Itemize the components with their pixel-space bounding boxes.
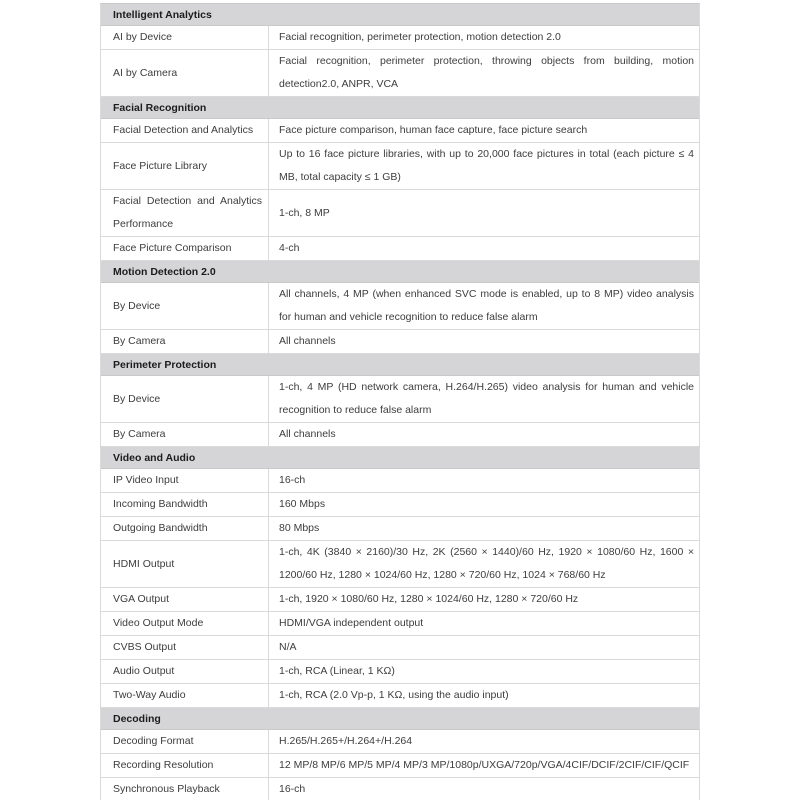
spec-row (101, 612, 699, 636)
spec-value: HDMI/VGA independent output (279, 617, 424, 629)
spec-label: Facial Detection and Analytics Performance (113, 195, 262, 230)
spec-value: 160 Mbps (279, 498, 326, 510)
spec-label-cell (101, 143, 269, 189)
spec-label-cell (101, 778, 269, 800)
spec-row (101, 684, 699, 708)
spec-value-cell (269, 119, 699, 142)
spec-label-cell (101, 283, 269, 329)
spec-value: Facial recognition, perimeter protection, throwing objects from building, motion detection2.0, ANPR, VCA (279, 55, 694, 90)
spec-value-cell (269, 469, 699, 492)
spec-value-cell (269, 517, 699, 540)
spec-label-cell (101, 636, 269, 659)
spec-label: Face Picture Comparison (113, 242, 232, 254)
spec-label: By Device (113, 299, 161, 312)
spec-label: By Camera (113, 428, 166, 440)
spec-row (101, 423, 699, 447)
spec-value: 80 Mbps (279, 522, 320, 534)
spec-label: IP Video Input (113, 474, 179, 486)
spec-value: 1-ch, RCA (Linear, 1 KΩ) (279, 665, 395, 677)
spec-value: 1-ch, 4 MP (HD network camera, H.264/H.265) video analysis for human and vehicle recognition to reduce false alarm (279, 381, 694, 416)
spec-value: 4-ch (279, 242, 300, 254)
spec-value-cell (269, 754, 699, 777)
spec-label: VGA Output (113, 593, 170, 605)
spec-row (101, 660, 699, 684)
spec-label: AI by Camera (113, 66, 178, 79)
spec-row (101, 26, 699, 50)
spec-value-cell (269, 143, 699, 189)
spec-value-cell (269, 660, 699, 683)
section-header-row (101, 354, 699, 376)
section-title: Motion Detection 2.0 (113, 265, 216, 278)
spec-label: Synchronous Playback (113, 783, 220, 795)
spec-row (101, 376, 699, 423)
spec-label: Video Output Mode (113, 617, 204, 629)
spec-value: H.265/H.265+/H.264+/H.264 (279, 735, 413, 747)
spec-label: Facial Detection and Analytics (113, 124, 254, 136)
spec-label-cell (101, 588, 269, 611)
spec-label: Face Picture Library (113, 159, 207, 172)
spec-label: By Device (113, 392, 161, 405)
spec-label-cell (101, 469, 269, 492)
spec-label: Audio Output (113, 665, 175, 677)
spec-row (101, 754, 699, 778)
spec-value-cell (269, 26, 699, 49)
spec-row (101, 541, 699, 588)
spec-value-cell (269, 612, 699, 635)
section-header-row (101, 97, 699, 119)
spec-row (101, 237, 699, 261)
spec-label: CVBS Output (113, 641, 177, 653)
spec-label: Incoming Bandwidth (113, 498, 208, 510)
spec-value: 1-ch, RCA (2.0 Vp-p, 1 KΩ, using the audio input) (279, 689, 509, 701)
spec-value: All channels (279, 335, 336, 347)
spec-value: Facial recognition, perimeter protection, motion detection 2.0 (279, 31, 561, 43)
spec-value-cell (269, 493, 699, 516)
spec-label: HDMI Output (113, 557, 175, 570)
section-header-row (101, 4, 699, 26)
spec-value: 16-ch (279, 783, 306, 795)
spec-value: 12 MP/8 MP/6 MP/5 MP/4 MP/3 MP/1080p/UXGA/720p/VGA/4CIF/DCIF/2CIF/CIF/QCIF (279, 759, 690, 771)
section-header-row (101, 708, 699, 730)
spec-label-cell (101, 26, 269, 49)
spec-label: Outgoing Bandwidth (113, 522, 208, 534)
spec-value: 1-ch, 1920 × 1080/60 Hz, 1280 × 1024/60 Hz, 1280 × 720/60 Hz (279, 593, 579, 605)
spec-value-cell (269, 376, 699, 422)
spec-row (101, 190, 699, 237)
spec-row (101, 143, 699, 190)
spec-label-cell (101, 730, 269, 753)
spec-label-cell (101, 237, 269, 260)
spec-value: 16-ch (279, 474, 306, 486)
spec-value-cell (269, 330, 699, 353)
section-header-row (101, 261, 699, 283)
spec-value: 1-ch, 8 MP (279, 206, 330, 219)
spec-label-cell (101, 50, 269, 96)
spec-value: N/A (279, 641, 297, 653)
spec-row (101, 283, 699, 330)
spec-row (101, 330, 699, 354)
spec-value: Face picture comparison, human face capture, face picture search (279, 124, 588, 136)
spec-row (101, 119, 699, 143)
spec-value-cell (269, 541, 699, 587)
spec-row (101, 50, 699, 97)
spec-row (101, 588, 699, 612)
spec-label: Decoding Format (113, 735, 194, 747)
spec-label-cell (101, 684, 269, 707)
spec-label-cell (101, 754, 269, 777)
section-title: Perimeter Protection (113, 358, 217, 371)
spec-value-cell (269, 684, 699, 707)
spec-value-cell (269, 423, 699, 446)
section-title: Facial Recognition (113, 101, 207, 114)
section-title: Decoding (113, 712, 161, 725)
spec-value-cell (269, 190, 699, 236)
spec-label-cell (101, 660, 269, 683)
section-title: Intelligent Analytics (113, 8, 212, 21)
spec-row (101, 469, 699, 493)
spec-label-cell (101, 119, 269, 142)
spec-table (100, 3, 700, 800)
spec-label: By Camera (113, 335, 166, 347)
spec-row (101, 636, 699, 660)
spec-value: All channels, 4 MP (when enhanced SVC mode is enabled, up to 8 MP) video analysis for human and vehicle recognition to reduce false alarm (279, 288, 694, 323)
spec-value-cell (269, 588, 699, 611)
spec-label-cell (101, 423, 269, 446)
spec-row (101, 517, 699, 541)
spec-value-cell (269, 283, 699, 329)
spec-label-cell (101, 541, 269, 587)
spec-label: Recording Resolution (113, 759, 214, 771)
spec-label-cell (101, 612, 269, 635)
spec-label-cell (101, 376, 269, 422)
section-title: Video and Audio (113, 451, 196, 464)
spec-value-cell (269, 778, 699, 800)
spec-row (101, 778, 699, 800)
spec-value-cell (269, 237, 699, 260)
spec-row (101, 493, 699, 517)
spec-label: AI by Device (113, 31, 172, 43)
spec-label-cell (101, 330, 269, 353)
spec-value: 1-ch, 4K (3840 × 2160)/30 Hz, 2K (2560 × 1440)/60 Hz, 1920 × 1080/60 Hz, 1600 × 1200/60 Hz, 1280 × 1024/60 Hz, 1280 × 720/60 Hz, 1024 × 768/60 Hz (279, 546, 694, 581)
section-header-row (101, 447, 699, 469)
spec-label-cell (101, 190, 269, 236)
spec-label-cell (101, 517, 269, 540)
spec-value: Up to 16 face picture libraries, with up to 20,000 face pictures in total (each picture ≤ 4 MB, total capacity ≤ 1 GB) (279, 148, 694, 183)
spec-row (101, 730, 699, 754)
spec-value: All channels (279, 428, 336, 440)
spec-label-cell (101, 493, 269, 516)
spec-value-cell (269, 636, 699, 659)
spec-label: Two-Way Audio (113, 689, 186, 701)
spec-value-cell (269, 50, 699, 96)
spec-value-cell (269, 730, 699, 753)
